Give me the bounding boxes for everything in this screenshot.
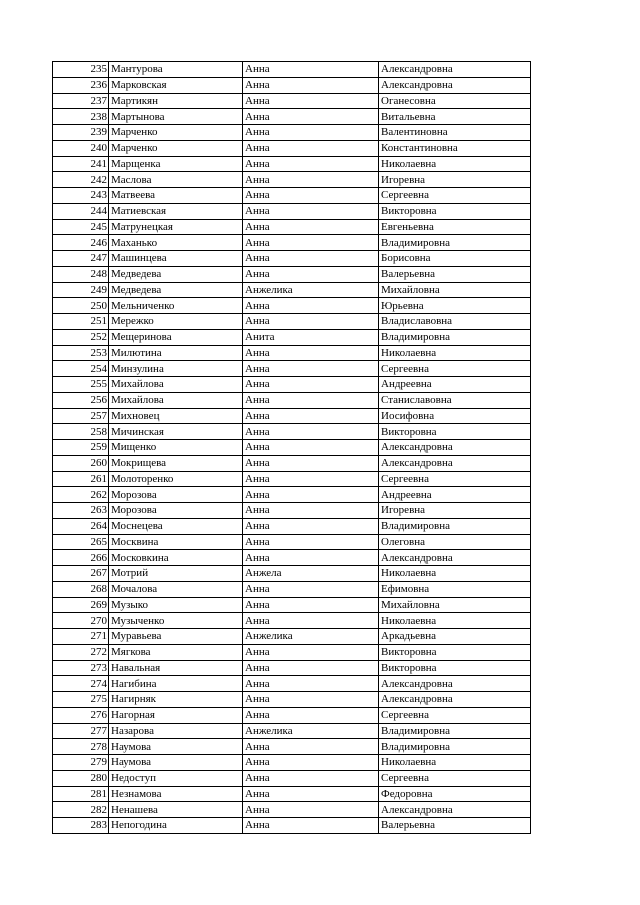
last-name-cell: Марченко xyxy=(109,125,243,141)
patronymic-cell: Константиновна xyxy=(379,140,531,156)
first-name-cell: Анна xyxy=(243,818,379,834)
patronymic-cell: Владимировна xyxy=(379,329,531,345)
first-name-cell: Анна xyxy=(243,440,379,456)
patronymic-cell: Николаевна xyxy=(379,755,531,771)
row-number: 271 xyxy=(53,629,109,645)
table-row xyxy=(53,455,531,471)
table-row xyxy=(53,93,531,109)
patronymic-cell: Сергеевна xyxy=(379,770,531,786)
first-name-cell: Анна xyxy=(243,581,379,597)
patronymic-cell: Игоревна xyxy=(379,172,531,188)
row-number: 242 xyxy=(53,172,109,188)
row-number: 255 xyxy=(53,377,109,393)
row-number: 274 xyxy=(53,676,109,692)
last-name-cell: Марщенка xyxy=(109,156,243,172)
table-row xyxy=(53,644,531,660)
table-row xyxy=(53,140,531,156)
row-number: 249 xyxy=(53,282,109,298)
first-name-cell: Анна xyxy=(243,613,379,629)
last-name-cell: Медведева xyxy=(109,266,243,282)
patronymic-cell: Игоревна xyxy=(379,503,531,519)
table-row xyxy=(53,629,531,645)
patronymic-cell: Юрьевна xyxy=(379,298,531,314)
last-name-cell: Нагибина xyxy=(109,676,243,692)
row-number: 258 xyxy=(53,424,109,440)
row-number: 248 xyxy=(53,266,109,282)
first-name-cell: Анна xyxy=(243,487,379,503)
table-row xyxy=(53,408,531,424)
first-name-cell: Анна xyxy=(243,503,379,519)
first-name-cell: Анна xyxy=(243,361,379,377)
last-name-cell: Морозова xyxy=(109,487,243,503)
first-name-cell: Анита xyxy=(243,329,379,345)
row-number: 277 xyxy=(53,723,109,739)
first-name-cell: Анна xyxy=(243,140,379,156)
last-name-cell: Мягкова xyxy=(109,644,243,660)
last-name-cell: Мережко xyxy=(109,314,243,330)
first-name-cell: Анна xyxy=(243,251,379,267)
row-number: 239 xyxy=(53,125,109,141)
table-row xyxy=(53,487,531,503)
row-number: 250 xyxy=(53,298,109,314)
first-name-cell: Анна xyxy=(243,692,379,708)
row-number: 272 xyxy=(53,644,109,660)
row-number: 236 xyxy=(53,77,109,93)
row-number: 240 xyxy=(53,140,109,156)
last-name-cell: Матвеева xyxy=(109,188,243,204)
first-name-cell: Анна xyxy=(243,377,379,393)
last-name-cell: Незнамова xyxy=(109,786,243,802)
row-number: 260 xyxy=(53,455,109,471)
first-name-cell: Анна xyxy=(243,235,379,251)
first-name-cell: Анжела xyxy=(243,566,379,582)
table-row xyxy=(53,219,531,235)
table-row xyxy=(53,125,531,141)
row-number: 265 xyxy=(53,534,109,550)
patronymic-cell: Владиславовна xyxy=(379,314,531,330)
patronymic-cell: Владимировна xyxy=(379,235,531,251)
table-row xyxy=(53,345,531,361)
table-row xyxy=(53,755,531,771)
table-row xyxy=(53,266,531,282)
patronymic-cell: Станиславовна xyxy=(379,392,531,408)
patronymic-cell: Сергеевна xyxy=(379,707,531,723)
first-name-cell: Анна xyxy=(243,109,379,125)
row-number: 262 xyxy=(53,487,109,503)
first-name-cell: Анжелика xyxy=(243,629,379,645)
table-row xyxy=(53,440,531,456)
table-row xyxy=(53,203,531,219)
table-row xyxy=(53,329,531,345)
last-name-cell: Москвина xyxy=(109,534,243,550)
row-number: 237 xyxy=(53,93,109,109)
row-number: 267 xyxy=(53,566,109,582)
row-number: 266 xyxy=(53,550,109,566)
patronymic-cell: Михайловна xyxy=(379,282,531,298)
patronymic-cell: Викторовна xyxy=(379,660,531,676)
table-row xyxy=(53,692,531,708)
first-name-cell: Анна xyxy=(243,203,379,219)
first-name-cell: Анна xyxy=(243,455,379,471)
table-row xyxy=(53,361,531,377)
last-name-cell: Молоторенко xyxy=(109,471,243,487)
patronymic-cell: Валерьевна xyxy=(379,818,531,834)
row-number: 252 xyxy=(53,329,109,345)
first-name-cell: Анна xyxy=(243,660,379,676)
last-name-cell: Наумова xyxy=(109,739,243,755)
row-number: 276 xyxy=(53,707,109,723)
first-name-cell: Анна xyxy=(243,676,379,692)
first-name-cell: Анна xyxy=(243,392,379,408)
first-name-cell: Анна xyxy=(243,770,379,786)
row-number: 246 xyxy=(53,235,109,251)
patronymic-cell: Евгеньевна xyxy=(379,219,531,235)
patronymic-cell: Александровна xyxy=(379,62,531,78)
last-name-cell: Марченко xyxy=(109,140,243,156)
last-name-cell: Муравьева xyxy=(109,629,243,645)
last-name-cell: Мартикян xyxy=(109,93,243,109)
last-name-cell: Марковская xyxy=(109,77,243,93)
row-number: 256 xyxy=(53,392,109,408)
last-name-cell: Нагорная xyxy=(109,707,243,723)
patronymic-cell: Сергеевна xyxy=(379,188,531,204)
names-table-body xyxy=(53,62,531,834)
last-name-cell: Музыко xyxy=(109,597,243,613)
row-number: 243 xyxy=(53,188,109,204)
last-name-cell: Матиевская xyxy=(109,203,243,219)
row-number: 268 xyxy=(53,581,109,597)
first-name-cell: Анна xyxy=(243,156,379,172)
first-name-cell: Анна xyxy=(243,172,379,188)
first-name-cell: Анна xyxy=(243,597,379,613)
row-number: 254 xyxy=(53,361,109,377)
row-number: 244 xyxy=(53,203,109,219)
table-row xyxy=(53,739,531,755)
patronymic-cell: Александровна xyxy=(379,550,531,566)
table-row xyxy=(53,298,531,314)
last-name-cell: Нагирняк xyxy=(109,692,243,708)
row-number: 275 xyxy=(53,692,109,708)
patronymic-cell: Викторовна xyxy=(379,424,531,440)
patronymic-cell: Федоровна xyxy=(379,786,531,802)
first-name-cell: Анна xyxy=(243,786,379,802)
last-name-cell: Музыченко xyxy=(109,613,243,629)
last-name-cell: Морозова xyxy=(109,503,243,519)
row-number: 241 xyxy=(53,156,109,172)
last-name-cell: Маслова xyxy=(109,172,243,188)
first-name-cell: Анна xyxy=(243,707,379,723)
table-row xyxy=(53,282,531,298)
row-number: 259 xyxy=(53,440,109,456)
first-name-cell: Анна xyxy=(243,534,379,550)
last-name-cell: Матрунецкая xyxy=(109,219,243,235)
last-name-cell: Мичинская xyxy=(109,424,243,440)
first-name-cell: Анна xyxy=(243,77,379,93)
last-name-cell: Навальная xyxy=(109,660,243,676)
first-name-cell: Анна xyxy=(243,471,379,487)
table-row xyxy=(53,188,531,204)
last-name-cell: Минзулина xyxy=(109,361,243,377)
first-name-cell: Анна xyxy=(243,298,379,314)
patronymic-cell: Александровна xyxy=(379,802,531,818)
table-row xyxy=(53,818,531,834)
patronymic-cell: Валентиновна xyxy=(379,125,531,141)
table-row xyxy=(53,424,531,440)
last-name-cell: Мельниченко xyxy=(109,298,243,314)
last-name-cell: Михайлова xyxy=(109,392,243,408)
patronymic-cell: Борисовна xyxy=(379,251,531,267)
patronymic-cell: Александровна xyxy=(379,77,531,93)
row-number: 247 xyxy=(53,251,109,267)
row-number: 251 xyxy=(53,314,109,330)
last-name-cell: Мочалова xyxy=(109,581,243,597)
last-name-cell: Михайлова xyxy=(109,377,243,393)
patronymic-cell: Сергеевна xyxy=(379,361,531,377)
first-name-cell: Анна xyxy=(243,62,379,78)
row-number: 280 xyxy=(53,770,109,786)
first-name-cell: Анна xyxy=(243,550,379,566)
patronymic-cell: Александровна xyxy=(379,676,531,692)
patronymic-cell: Александровна xyxy=(379,692,531,708)
table-row xyxy=(53,156,531,172)
table-row xyxy=(53,377,531,393)
patronymic-cell: Владимировна xyxy=(379,739,531,755)
patronymic-cell: Ефимовна xyxy=(379,581,531,597)
table-row xyxy=(53,786,531,802)
first-name-cell: Анна xyxy=(243,644,379,660)
row-number: 253 xyxy=(53,345,109,361)
last-name-cell: Михновец xyxy=(109,408,243,424)
table-row xyxy=(53,597,531,613)
table-row xyxy=(53,581,531,597)
row-number: 273 xyxy=(53,660,109,676)
last-name-cell: Мищенко xyxy=(109,440,243,456)
last-name-cell: Мотрий xyxy=(109,566,243,582)
row-number: 269 xyxy=(53,597,109,613)
last-name-cell: Наумова xyxy=(109,755,243,771)
first-name-cell: Анна xyxy=(243,408,379,424)
patronymic-cell: Владимировна xyxy=(379,518,531,534)
row-number: 282 xyxy=(53,802,109,818)
patronymic-cell: Андреевна xyxy=(379,377,531,393)
patronymic-cell: Витальевна xyxy=(379,109,531,125)
table-row xyxy=(53,613,531,629)
patronymic-cell: Владимировна xyxy=(379,723,531,739)
first-name-cell: Анна xyxy=(243,188,379,204)
last-name-cell: Мокрищева xyxy=(109,455,243,471)
patronymic-cell: Олеговна xyxy=(379,534,531,550)
patronymic-cell: Викторовна xyxy=(379,644,531,660)
table-row xyxy=(53,534,531,550)
table-row xyxy=(53,723,531,739)
last-name-cell: Маханько xyxy=(109,235,243,251)
table-row xyxy=(53,77,531,93)
row-number: 257 xyxy=(53,408,109,424)
table-row xyxy=(53,172,531,188)
table-row xyxy=(53,235,531,251)
patronymic-cell: Андреевна xyxy=(379,487,531,503)
first-name-cell: Анна xyxy=(243,219,379,235)
row-number: 263 xyxy=(53,503,109,519)
patronymic-cell: Викторовна xyxy=(379,203,531,219)
first-name-cell: Анна xyxy=(243,266,379,282)
table-row xyxy=(53,314,531,330)
first-name-cell: Анна xyxy=(243,345,379,361)
row-number: 279 xyxy=(53,755,109,771)
last-name-cell: Недоступ xyxy=(109,770,243,786)
patronymic-cell: Александровна xyxy=(379,455,531,471)
row-number: 270 xyxy=(53,613,109,629)
table-row xyxy=(53,660,531,676)
patronymic-cell: Александровна xyxy=(379,440,531,456)
row-number: 281 xyxy=(53,786,109,802)
last-name-cell: Машинцева xyxy=(109,251,243,267)
table-row xyxy=(53,802,531,818)
table-row xyxy=(53,770,531,786)
first-name-cell: Анна xyxy=(243,802,379,818)
table-row xyxy=(53,471,531,487)
table-row xyxy=(53,109,531,125)
table-row xyxy=(53,676,531,692)
table-row xyxy=(53,566,531,582)
row-number: 261 xyxy=(53,471,109,487)
row-number: 264 xyxy=(53,518,109,534)
last-name-cell: Мартынова xyxy=(109,109,243,125)
row-number: 235 xyxy=(53,62,109,78)
patronymic-cell: Николаевна xyxy=(379,613,531,629)
row-number: 283 xyxy=(53,818,109,834)
patronymic-cell: Николаевна xyxy=(379,156,531,172)
patronymic-cell: Валерьевна xyxy=(379,266,531,282)
last-name-cell: Медведева xyxy=(109,282,243,298)
last-name-cell: Мещеринова xyxy=(109,329,243,345)
table-row xyxy=(53,707,531,723)
first-name-cell: Анна xyxy=(243,314,379,330)
row-number: 245 xyxy=(53,219,109,235)
table-row xyxy=(53,503,531,519)
patronymic-cell: Оганесовна xyxy=(379,93,531,109)
table-row xyxy=(53,62,531,78)
patronymic-cell: Николаевна xyxy=(379,345,531,361)
last-name-cell: Моснецева xyxy=(109,518,243,534)
last-name-cell: Ненашева xyxy=(109,802,243,818)
patronymic-cell: Сергеевна xyxy=(379,471,531,487)
first-name-cell: Анна xyxy=(243,755,379,771)
row-number: 278 xyxy=(53,739,109,755)
first-name-cell: Анна xyxy=(243,739,379,755)
first-name-cell: Анна xyxy=(243,424,379,440)
patronymic-cell: Николаевна xyxy=(379,566,531,582)
first-name-cell: Анжелика xyxy=(243,282,379,298)
patronymic-cell: Аркадьевна xyxy=(379,629,531,645)
first-name-cell: Анна xyxy=(243,125,379,141)
table-row xyxy=(53,518,531,534)
last-name-cell: Милютина xyxy=(109,345,243,361)
patronymic-cell: Иосифовна xyxy=(379,408,531,424)
first-name-cell: Анна xyxy=(243,518,379,534)
table-row xyxy=(53,392,531,408)
last-name-cell: Непогодина xyxy=(109,818,243,834)
row-number: 238 xyxy=(53,109,109,125)
names-table xyxy=(52,61,531,834)
table-row xyxy=(53,251,531,267)
table-row xyxy=(53,550,531,566)
first-name-cell: Анжелика xyxy=(243,723,379,739)
last-name-cell: Московкина xyxy=(109,550,243,566)
last-name-cell: Назарова xyxy=(109,723,243,739)
patronymic-cell: Михайловна xyxy=(379,597,531,613)
last-name-cell: Мантурова xyxy=(109,62,243,78)
first-name-cell: Анна xyxy=(243,93,379,109)
